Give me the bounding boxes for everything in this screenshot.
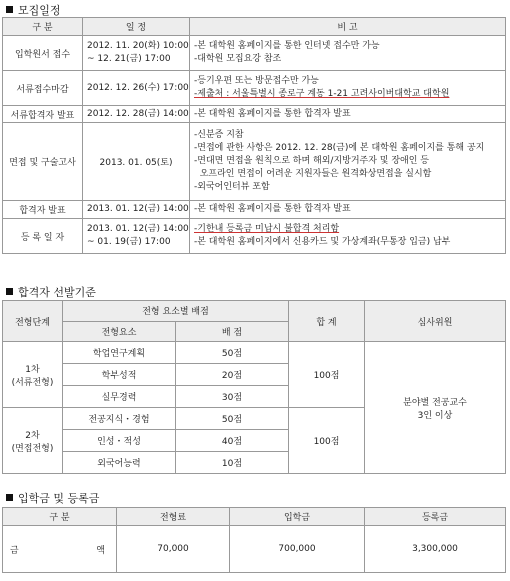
header-element: 전형요소	[63, 321, 176, 342]
section-title-criteria	[6, 284, 96, 300]
group-total: 100점	[289, 342, 365, 408]
header-total: 합 계	[289, 301, 365, 342]
table-row	[3, 526, 506, 573]
element-name: 전공지식・경험	[63, 408, 176, 430]
row-date: 2013. 01. 12(금) 14:00	[87, 224, 189, 234]
amount-label	[3, 526, 117, 573]
fees-header-row	[3, 508, 506, 526]
table-row	[3, 106, 506, 123]
row-note: -본 대학원 홈페이지를 통한 인터넷 접수만 가능	[194, 41, 380, 51]
section-title-schedule	[6, 2, 61, 18]
row-label: 합격자 발표	[3, 201, 83, 219]
row-label: 등 록 일 자	[3, 219, 83, 254]
header-category: 구 분	[3, 508, 117, 526]
tuition-value: 3,300,000	[365, 526, 506, 573]
admission-fee-value: 700,000	[230, 526, 365, 573]
row-date: ~ 01. 19(금) 17:00	[87, 237, 171, 247]
row-note: -면대면 면접을 원칙으로 하며 해외/지방거주자 및 장애인 등	[194, 156, 429, 166]
row-note: 오프라인 면접이 어려운 지원자들은 원격화상면접을 실시함	[194, 169, 432, 179]
stage-label	[3, 408, 63, 474]
row-date: ~ 12. 21(금) 17:00	[87, 54, 171, 64]
element-points: 40점	[176, 430, 289, 452]
row-note: -대학원 모집요강 참조	[194, 54, 282, 64]
stage-type: (서류전형)	[11, 377, 54, 388]
element-name: 학업연구계획	[63, 342, 176, 364]
row-label: 입학원서 접수	[3, 36, 83, 71]
committee-line: 3인 이상	[417, 410, 453, 421]
element-points: 20점	[176, 364, 289, 386]
element-points: 50점	[176, 408, 289, 430]
row-note: -본 대학원 홈페이지에서 신용카드 및 가상계좌(무통장 입금) 납부	[194, 237, 451, 247]
stage-label	[3, 342, 63, 408]
section-title-text: 합격자 선발기준	[18, 286, 96, 299]
table-row	[3, 71, 506, 106]
table-row	[3, 123, 506, 201]
committee-cell	[365, 342, 506, 474]
section-title-text: 모집일정	[18, 4, 61, 17]
row-date: 2012. 12. 28(금) 14:00	[87, 108, 189, 119]
element-name: 실무경력	[63, 386, 176, 408]
bullet-square-icon	[6, 288, 13, 295]
amount-label-right: 액	[96, 545, 105, 556]
row-note: -신분증 지참	[194, 130, 244, 140]
schedule-header-row	[3, 18, 506, 36]
row-label: 면접 및 구술고사	[3, 123, 83, 201]
row-label: 서류접수마감	[3, 71, 83, 106]
header-category: 구 분	[3, 18, 83, 36]
bullet-square-icon	[6, 494, 13, 501]
criteria-header-row	[3, 301, 506, 322]
row-date: 2013. 01. 05(토)	[99, 158, 173, 168]
element-points: 30점	[176, 386, 289, 408]
element-points: 10점	[176, 452, 289, 474]
committee-line: 분야별 전공교수	[403, 397, 467, 408]
section-title-text: 입학금 및 등록금	[18, 492, 100, 505]
row-note: -본 대학원 홈페이지를 통한 합격자 발표	[194, 204, 351, 214]
amount-label-left: 금	[10, 545, 19, 556]
table-row	[3, 342, 506, 364]
header-allocation: 전형 요소별 배점	[63, 301, 289, 322]
exam-fee-value: 70,000	[117, 526, 230, 573]
stage-type: (면접전형)	[11, 443, 54, 454]
row-note: -본 대학원 홈페이지를 통한 합격자 발표	[194, 108, 351, 119]
row-date: 2013. 01. 12(금) 14:00	[87, 204, 189, 214]
row-label: 서류합격자 발표	[3, 106, 83, 123]
schedule-table	[2, 17, 506, 254]
element-points: 50점	[176, 342, 289, 364]
group-total: 100점	[289, 408, 365, 474]
element-name: 학부성적	[63, 364, 176, 386]
element-name: 외국어능력	[63, 452, 176, 474]
bullet-square-icon	[6, 6, 13, 13]
header-committee: 심사위원	[365, 301, 506, 342]
row-note: -등기우편 또는 방문접수만 가능	[194, 76, 319, 86]
criteria-table	[2, 300, 506, 474]
header-stage: 전형단계	[3, 301, 63, 342]
table-row	[3, 36, 506, 71]
header-tuition: 등록금	[365, 508, 506, 526]
header-schedule: 일 정	[83, 18, 190, 36]
row-date: 2012. 12. 26(수) 17:00	[87, 82, 189, 93]
section-title-fees	[6, 490, 99, 506]
element-name: 인성・적성	[63, 430, 176, 452]
header-exam-fee: 전형료	[117, 508, 230, 526]
header-notes: 비 고	[190, 18, 506, 36]
row-note: -제출처 : 서울특별시 종로구 계동 1-21 고려사이버대학교 대학원	[194, 89, 450, 99]
stage-name: 1차	[25, 364, 40, 375]
row-note: -기한내 등록금 미납시 불합격 처리함	[194, 224, 340, 234]
stage-name: 2차	[25, 430, 40, 441]
row-note: -면접에 관한 사항은 2012. 12. 28(금)에 본 대학원 홈페이지를 통해 공지	[194, 143, 485, 153]
table-row	[3, 201, 506, 219]
table-row	[3, 219, 506, 254]
header-points: 배 점	[176, 321, 289, 342]
header-admission-fee: 입학금	[230, 508, 365, 526]
row-note: -외국어인터뷰 포함	[194, 182, 270, 192]
row-date: 2012. 11. 20(화) 10:00	[87, 41, 189, 51]
fees-table	[2, 507, 506, 573]
